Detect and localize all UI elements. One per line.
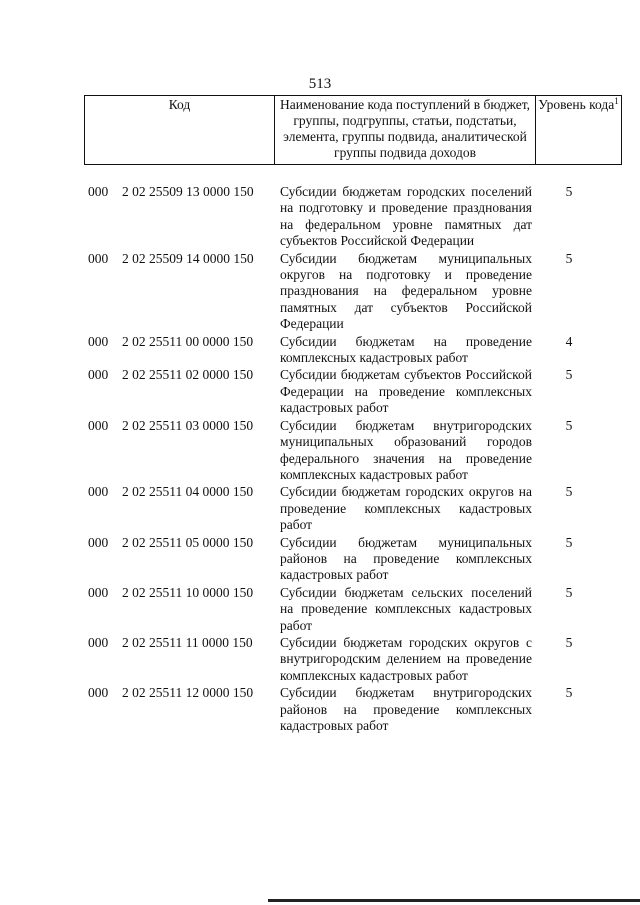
row-level: 5 bbox=[565, 634, 573, 650]
table-row bbox=[84, 484, 606, 533]
row-level: 5 bbox=[565, 367, 573, 383]
row-prefix: 000 bbox=[88, 367, 109, 383]
table-row bbox=[84, 685, 606, 734]
table-row bbox=[84, 184, 606, 250]
scan-edge-rule bbox=[268, 899, 640, 902]
row-code: 2 02 25511 05 0000 150 bbox=[122, 534, 254, 550]
row-level: 5 bbox=[565, 184, 573, 199]
row-code: 2 02 25511 00 0000 150 bbox=[122, 333, 254, 349]
row-name: Субсидии бюджетам на проведение комплексных кадастровых работ bbox=[280, 333, 532, 366]
row-level: 4 bbox=[565, 333, 573, 349]
row-name: Субсидии бюджетам городских поселений на подготовку и проведение празднования на федеральном уровне памятных дат субъектов Российской Федерации bbox=[280, 184, 532, 249]
row-prefix: 000 bbox=[88, 417, 109, 433]
row-level: 5 bbox=[565, 250, 573, 266]
row-code: 2 02 25509 13 0000 150 bbox=[122, 184, 254, 199]
table-row bbox=[84, 635, 606, 684]
row-prefix: 000 bbox=[88, 534, 109, 550]
row-level: 5 bbox=[565, 584, 573, 600]
table-body bbox=[84, 184, 606, 735]
table-row bbox=[84, 367, 606, 416]
row-code: 2 02 25511 02 0000 150 bbox=[122, 367, 254, 383]
header-code-label: Код bbox=[168, 97, 191, 112]
row-level: 5 bbox=[565, 484, 573, 500]
table-row bbox=[84, 585, 606, 634]
row-name: Субсидии бюджетам муниципальных районов на проведение комплексных кадастровых работ bbox=[280, 534, 532, 583]
row-code: 2 02 25509 14 0000 150 bbox=[122, 250, 254, 266]
row-level: 5 bbox=[565, 685, 573, 701]
row-name: Субсидии бюджетам внутригородских районов на проведение комплексных кадастровых работ bbox=[280, 685, 532, 733]
row-code: 2 02 25511 11 0000 150 bbox=[122, 634, 253, 650]
row-prefix: 000 bbox=[88, 333, 109, 349]
header-level-label: Уровень кода bbox=[538, 97, 615, 112]
row-prefix: 000 bbox=[88, 685, 109, 701]
row-name: Субсидии бюджетам внутригородских муниципальных образований городов федерального значения на проведение комплексных кадастровых работ bbox=[280, 417, 532, 482]
row-name: Субсидии бюджетам городских округов с внутригородским делением на проведение комплексных кадастровых работ bbox=[280, 634, 532, 683]
table-row bbox=[84, 418, 606, 484]
header-code bbox=[85, 96, 275, 165]
header-level bbox=[536, 96, 622, 165]
row-level: 5 bbox=[565, 417, 573, 433]
row-prefix: 000 bbox=[88, 184, 109, 199]
row-code: 2 02 25511 04 0000 150 bbox=[122, 484, 254, 500]
header-name-label: Наименование кода поступлений в бюджет, группы, подгруппы, статьи, подстатьи, элемента, группы подвида, аналитической группы подвида доходов bbox=[279, 97, 530, 160]
page-number: 513 bbox=[308, 76, 332, 92]
header-level-footnote: 1 bbox=[614, 96, 619, 106]
row-name: Субсидии бюджетам городских округов на проведение комплексных кадастровых работ bbox=[280, 484, 532, 533]
row-prefix: 000 bbox=[88, 250, 109, 266]
row-prefix: 000 bbox=[88, 584, 109, 600]
row-code: 2 02 25511 12 0000 150 bbox=[122, 685, 254, 701]
table-row bbox=[84, 334, 606, 367]
row-prefix: 000 bbox=[88, 634, 109, 650]
row-name: Субсидии бюджетам сельских поселений на проведение комплексных кадастровых работ bbox=[280, 584, 532, 633]
header-name bbox=[275, 96, 536, 165]
row-prefix: 000 bbox=[88, 484, 109, 500]
table-row bbox=[84, 251, 606, 333]
row-level: 5 bbox=[565, 534, 573, 550]
row-code: 2 02 25511 03 0000 150 bbox=[122, 417, 254, 433]
row-name: Субсидии бюджетам муниципальных округов на подготовку и проведение празднования на федеральном уровне памятных дат субъектов Российской Федерации bbox=[280, 250, 532, 332]
table-header bbox=[84, 95, 622, 165]
row-name: Субсидии бюджетам субъектов Российской Федерации на проведение комплексных кадастровых работ bbox=[280, 367, 532, 416]
table-row bbox=[84, 535, 606, 584]
row-code: 2 02 25511 10 0000 150 bbox=[122, 584, 254, 600]
